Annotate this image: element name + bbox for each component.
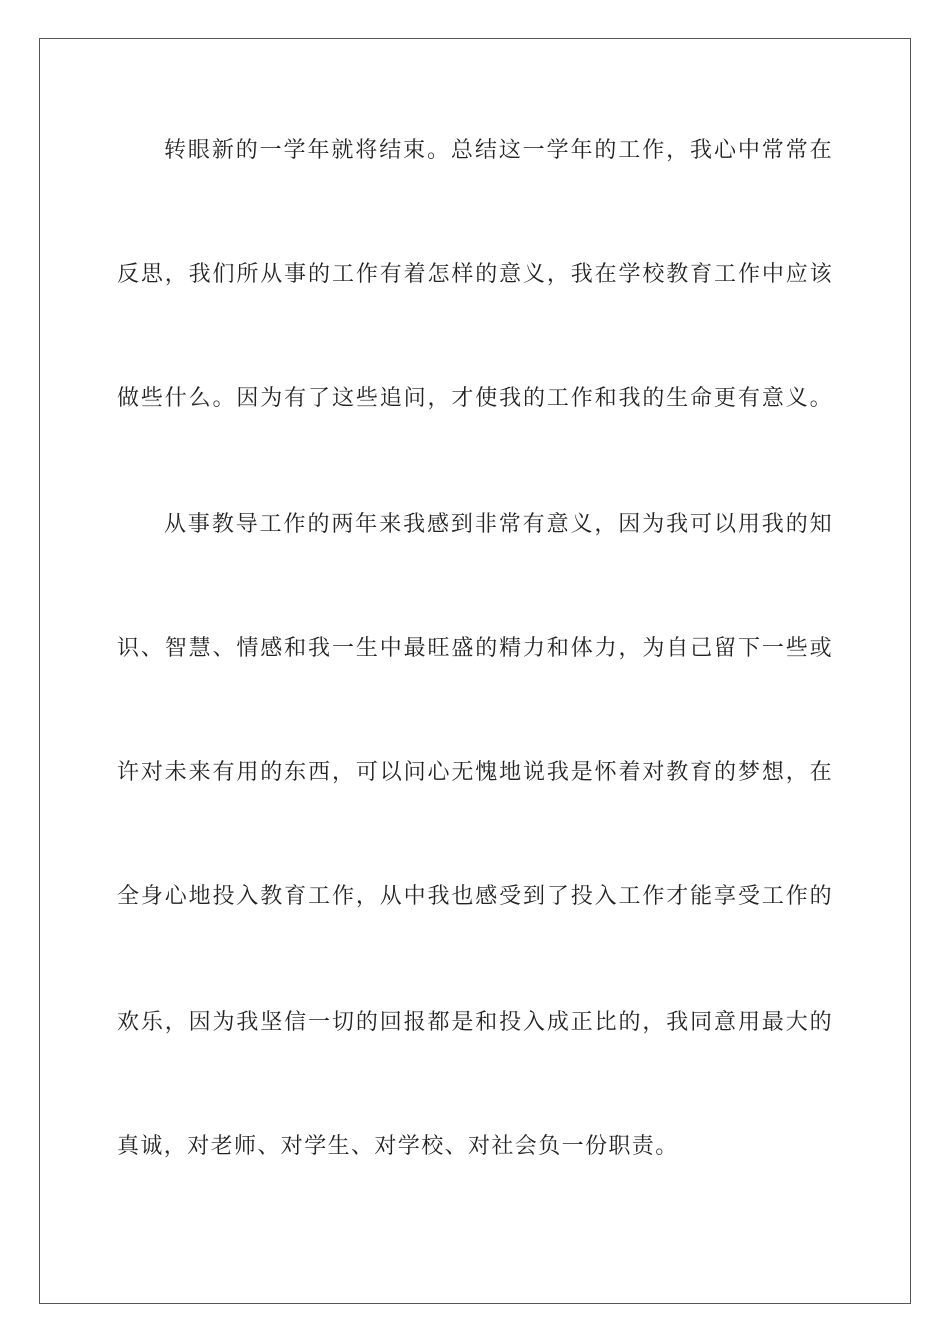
paragraph-2-line-6: 真诚，对老师、对学生、对学校、对社会负一份职责。 — [117, 1134, 679, 1159]
paragraph-2-line-1: 从事教导工作的两年来我感到非常有意义，因为我可以用我的知 — [164, 512, 833, 537]
paragraph-1-line-2: 反思，我们所从事的工作有着怎样的意义，我在学校教育工作中应该 — [117, 262, 833, 287]
paragraph-2-line-4: 全身心地投入教育工作，从中我也感受到了投入工作才能享受工作的 — [117, 884, 833, 909]
paragraph-2-line-5: 欢乐，因为我坚信一切的回报都是和投入成正比的，我同意用最大的 — [117, 1010, 833, 1035]
paragraph-2-line-2: 识、智慧、情感和我一生中最旺盛的精力和体力，为自己留下一些或 — [117, 636, 833, 661]
paragraph-1-line-3: 做些什么。因为有了这些追问，才使我的工作和我的生命更有意义。 — [117, 386, 833, 411]
paragraph-2-line-3: 许对未来有用的东西，可以问心无愧地说我是怀着对教育的梦想，在 — [117, 760, 833, 785]
page-border — [39, 38, 911, 1304]
paragraph-1-line-1: 转眼新的一学年就将结束。总结这一学年的工作，我心中常常在 — [164, 138, 833, 163]
